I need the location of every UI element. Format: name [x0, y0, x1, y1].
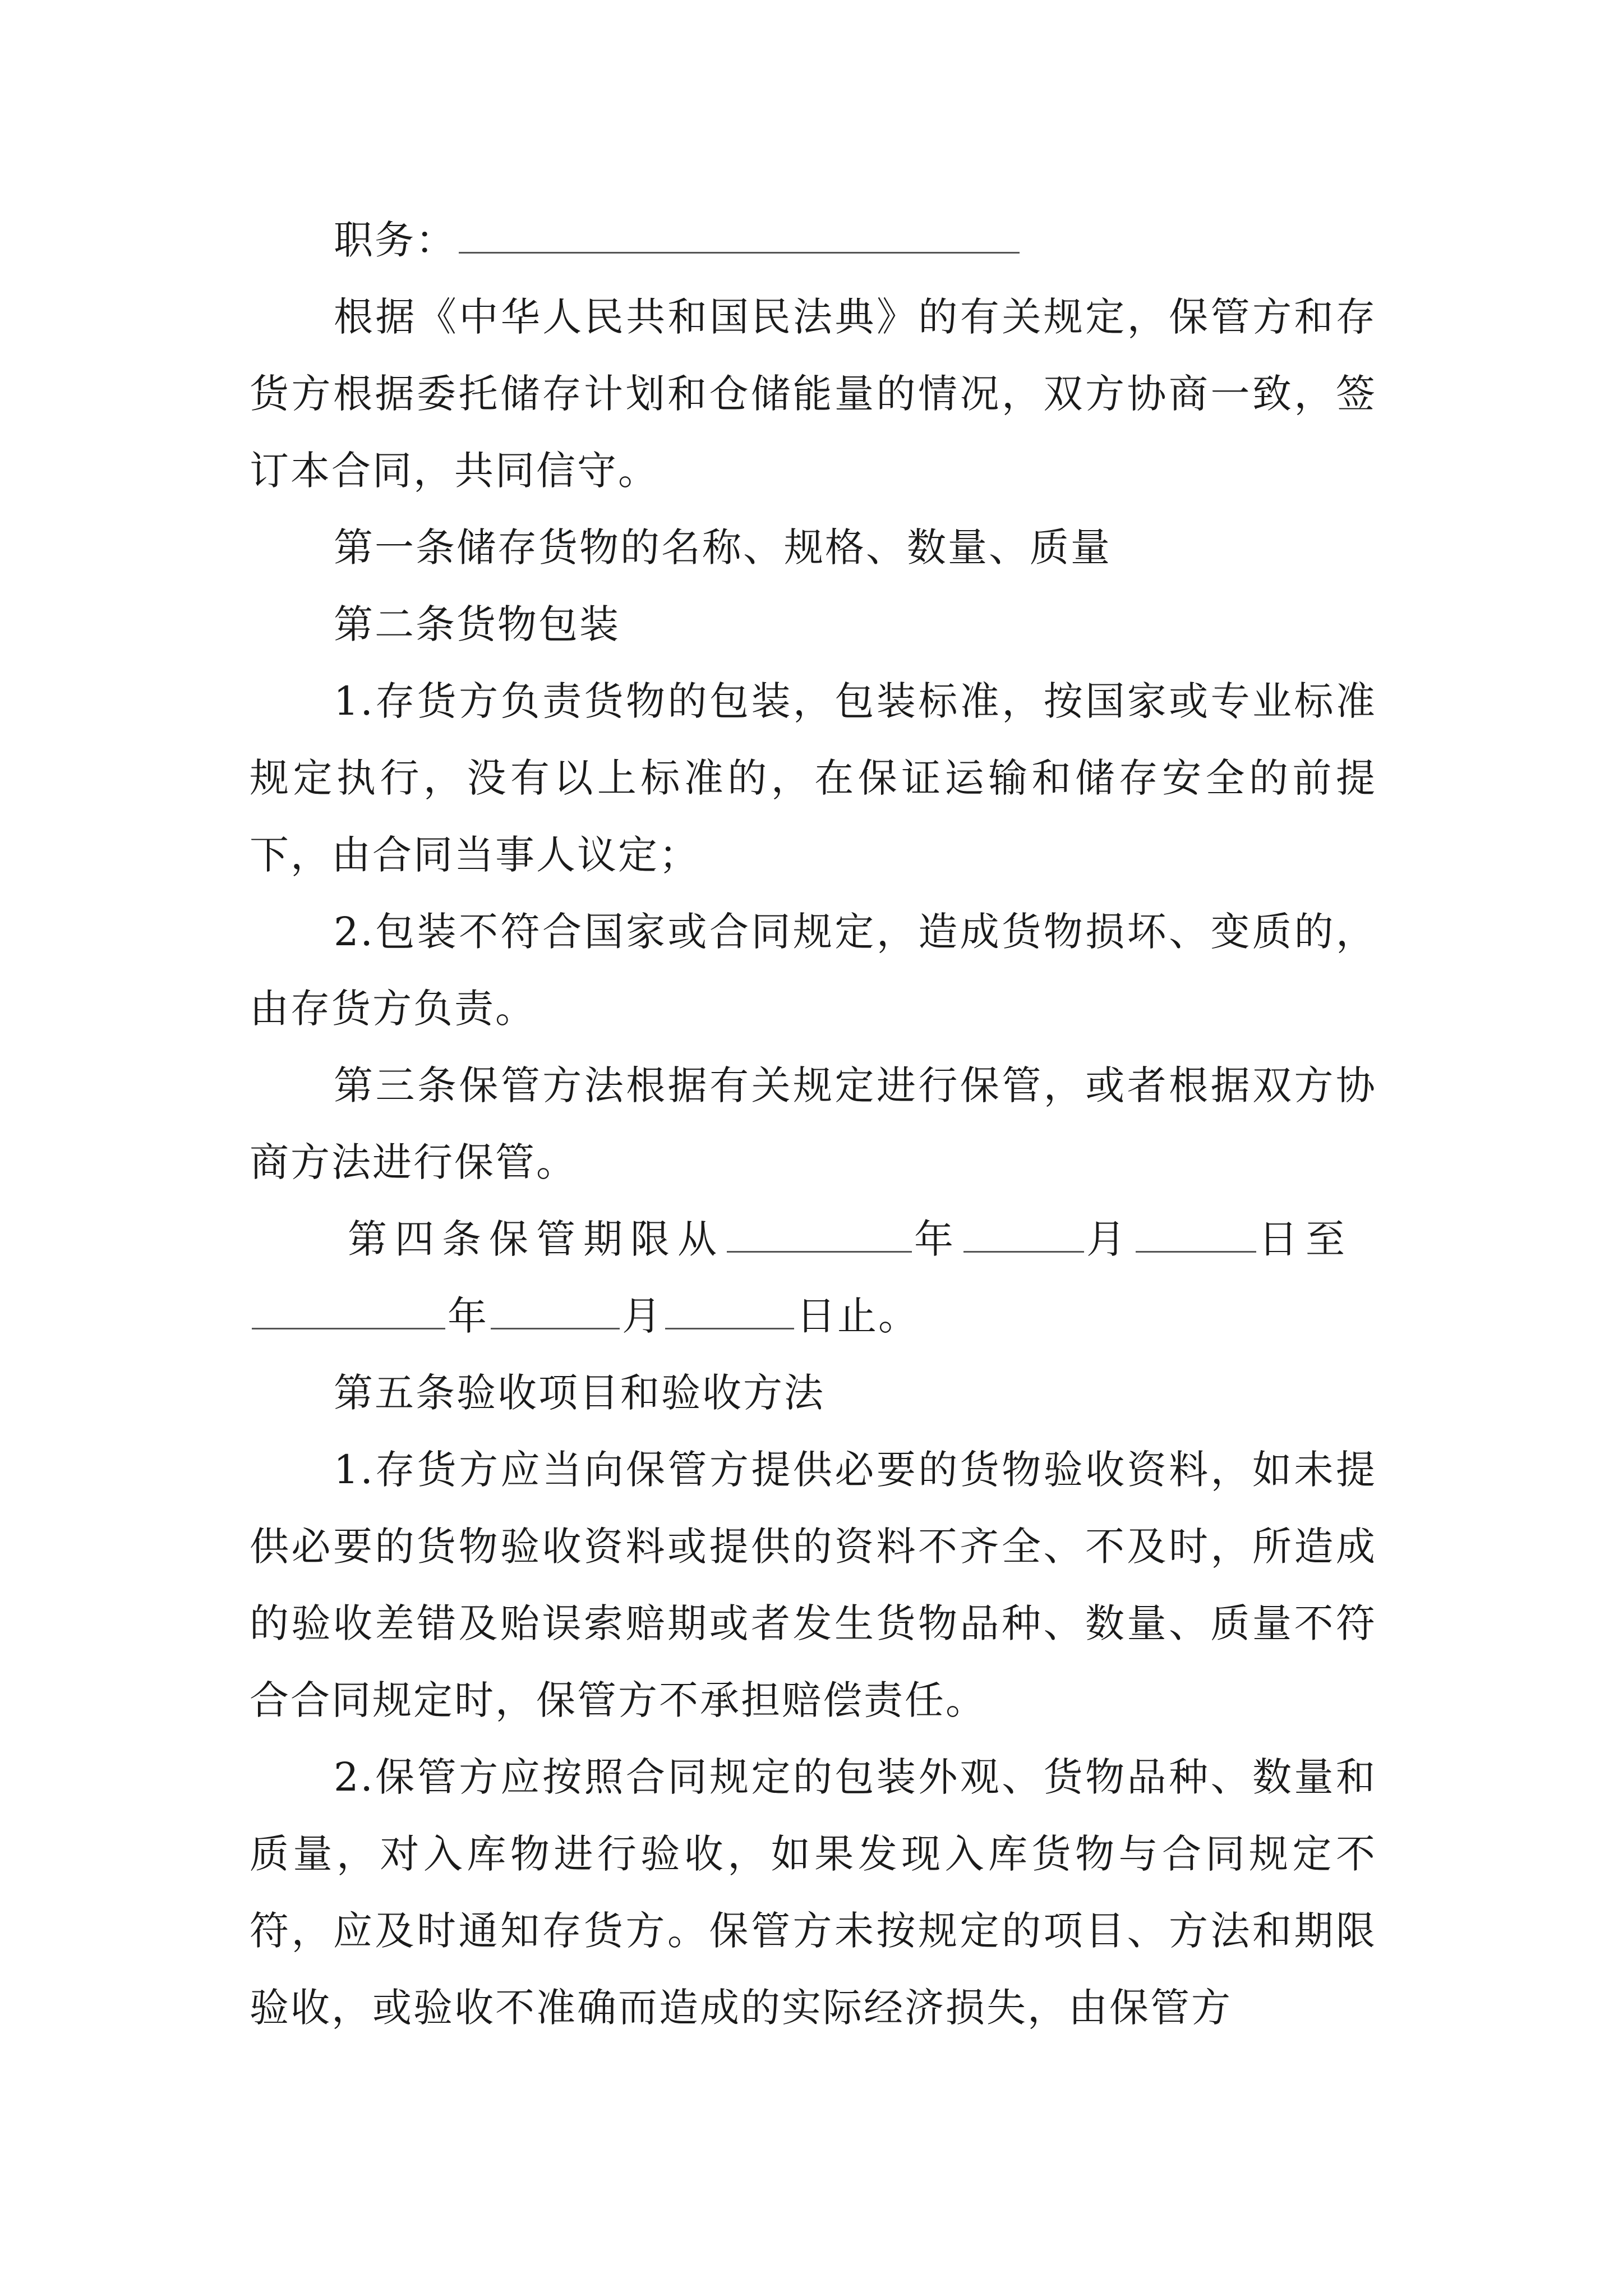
article-4-line-2 [250, 1278, 1377, 1355]
end-day-label: 日止。 [796, 1293, 919, 1339]
article-2-item-2: 2.包装不符合国家或合同规定，造成货物损坏、变质的，由存货方负责。 [250, 909, 1377, 1032]
article-5-item-1: 1.存货方应当向保管方提供必要的货物验收资料，如未提供必要的货物验收资料或提供的资料不齐全、不及时，所造成的验收差错及贻误索赔期或者发生货物品种、数量、质量不符合合同规定时，保管方不承担赔偿责任。 [250, 1447, 1377, 1723]
position-label: 职务： [334, 217, 457, 263]
start-year-label: 年 [914, 1216, 961, 1262]
document-body [250, 202, 1377, 2046]
article-4-line-1 [250, 1201, 1377, 1278]
start-month-blank [963, 1212, 1084, 1253]
article-3-paragraph: 第三条保管方法根据有关规定进行保管，或者根据双方协商方法进行保管。 [250, 1062, 1377, 1185]
start-year-blank [727, 1212, 912, 1253]
end-day-blank [665, 1289, 794, 1329]
position-line [250, 202, 1377, 279]
start-day-label: 日至 [1258, 1216, 1353, 1262]
article-4-prefix: 第四条保管期限从 [348, 1216, 725, 1262]
article-2-heading: 第二条货物包装 [334, 601, 620, 647]
start-day-blank [1136, 1212, 1256, 1253]
article-1-heading: 第一条储存货物的名称、规格、数量、质量 [334, 524, 1112, 570]
end-month-blank [491, 1289, 620, 1329]
intro-paragraph: 根据《中华人民共和国民法典》的有关规定，保管方和存货方根据委托储存计划和仓储能量的情况，双方协商一致，签订本合同，共同信守。 [250, 294, 1377, 494]
position-blank [459, 213, 1020, 254]
end-year-blank [252, 1289, 445, 1329]
start-month-label: 月 [1086, 1216, 1133, 1262]
article-2-item-1: 1.存货方负责货物的包装，包装标准，按国家或专业标准规定执行，没有以上标准的，在保证运输和储存安全的前提下，由合同当事人议定； [250, 678, 1377, 878]
end-year-label: 年 [448, 1293, 488, 1339]
article-5-item-2: 2.保管方应按照合同规定的包装外观、货物品种、数量和质量，对入库物进行验收，如果发现入库货物与合同规定不符，应及时通知存货方。保管方未按规定的项目、方法和期限验收，或验收不准确而造成的实际经济损失，由保管方 [250, 1754, 1377, 2031]
end-month-label: 月 [622, 1293, 663, 1339]
article-5-heading: 第五条验收项目和验收方法 [334, 1370, 825, 1416]
